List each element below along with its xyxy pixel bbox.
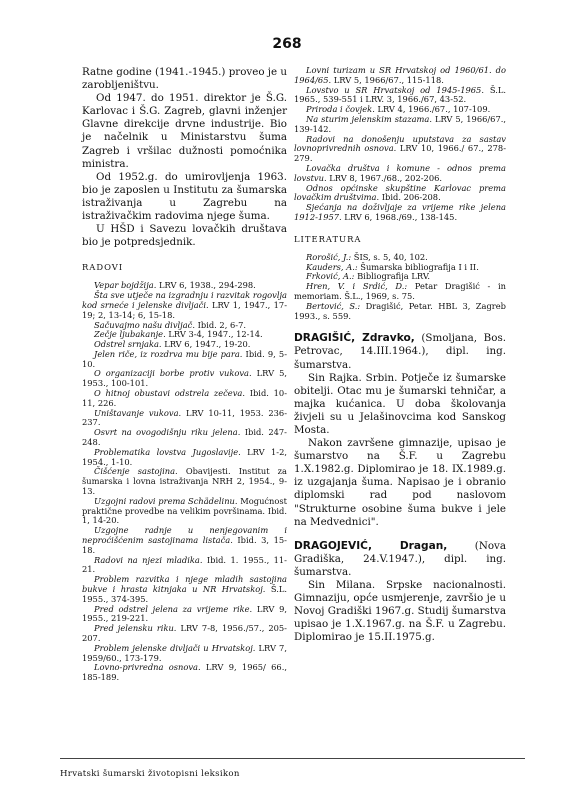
reference-title: O hitnoj obustavi odstrela zečeva.	[94, 388, 245, 399]
reference-details: Ibid. 1. 1955., 11-21.	[82, 554, 287, 575]
reference-details: Š.L. 1955., 374-395.	[82, 584, 287, 604]
reference-author: Frković, A.:	[306, 271, 355, 282]
entry-heading-details: (Smoljana, Bos. Petrovac, 14.III.1964.), dipl. ing. šumarstva.	[294, 332, 506, 371]
reference-title: Pred odstrel jelena za vrijeme rike.	[94, 603, 253, 614]
reference-item	[82, 605, 287, 625]
reference-details: LRV 7, 1959/60., 173-179.	[82, 642, 287, 663]
reference-details: LRV 9, 1965/ 66., 185-189.	[82, 662, 287, 683]
reference-title: Sačuvajmo našu divljač.	[94, 319, 195, 330]
reference-details: LRV 6, 1947., 19-20.	[161, 339, 251, 350]
reference-item	[82, 663, 287, 683]
reference-details: Mogućnost praktične provedbe na velikim površinama. Ibid. 1, 14-20.	[82, 495, 287, 526]
reference-title: Problem razvitka i njege mladih sastojina bukve i hrasta kitnjaka u NR Hrvatskoj.	[82, 574, 287, 595]
reference-details: Š.L. 1965., 539-551 i LRV. 3, 1966./67, 43-52.	[294, 84, 506, 105]
reference-title: Pred jelensku riku.	[94, 623, 177, 634]
bio-paragraph: Od 1947. do 1951. direktor je Š.G. Karlovac i Š.G. Zagreb, glavni inženjer Glavne direkcije drvne industrije. Bio je načelnik u Ministarstvu šuma Zagreb i vršilac dužnosti pomoćnika ministra.	[82, 92, 287, 170]
reference-title: Problem jelenske divljači u Hrvatskoj.	[94, 642, 256, 653]
entries	[294, 332, 506, 644]
reference-title: Odnos općinske skupštine Karlovac prema lovačkim društvima.	[294, 182, 506, 203]
entry-name: DRAGOJEVIĆ, Dragan,	[294, 539, 448, 552]
reference-title: O organizaciji borbe protiv vukova.	[94, 368, 252, 379]
reference-details: Bibliografija LRV.	[354, 271, 430, 282]
entry-heading	[294, 332, 506, 371]
reference-title: Lovni turizam u SR Hrvatskoj od 1960/61. do 1964/65.	[294, 65, 506, 85]
reference-details: LRV 3-4, 1947., 12-14.	[165, 329, 263, 340]
reference-details: LRV 6, 1968./69., 138-145.	[341, 211, 458, 222]
entry-paragraph: Sin Milana. Srpske nacionalnosti. Gimnaziju, opće usmjerenje, završio je u Novoj Gradiški 1967.g. Studij šumarstva upisao je 1.X.1967.g. na Š.F. u Zagrebu. Diplomirao je 15.II.1975.g.	[294, 579, 506, 644]
reference-details: Ibid. 2, 6-7.	[194, 319, 246, 330]
reference-title: Zečje ljubakanje.	[94, 329, 166, 340]
reference-item	[82, 448, 287, 468]
entry-paragraph: Nakon završene gimnazije, upisao je šumarstvo na Š.F. u Zagrebu 1.X.1982.g. Diplomirao je 18. IX.1989.g. iz uzgajanja šuma. Napisao je i obranio diplomski rad pod naslovom "Strukturne osobine šuma bukve i jele na Medvednici".	[294, 437, 506, 528]
footer-rule	[60, 758, 525, 759]
reference-details: LRV 1-2, 1954., 1-10.	[82, 446, 287, 467]
reference-details: Ibid. 10-11, 226.	[82, 388, 287, 408]
reference-author: Bertović, S.:	[306, 300, 361, 311]
reference-item	[82, 497, 287, 526]
reference-item	[82, 428, 287, 448]
reference-title: Lovno-privredna osnova.	[94, 662, 201, 673]
reference-details: ŠIS, s. 5, 40, 102.	[351, 251, 428, 262]
reference-title: Šta sve utječe na izgradnju i razvitak rogovlja kod srneće i jelenske divljači.	[82, 290, 287, 310]
reference-title: Lovstvo u SR Hrvatskoj od 1945-1965.	[306, 84, 484, 95]
reference-item	[82, 467, 287, 496]
reference-title: Čišćenje sastojina.	[94, 466, 178, 477]
reference-title: Radovi na donošenju uputstava za sastav lovnoprivrednih osnova.	[294, 133, 506, 154]
reference-title: Lovačka društva i komune - odnos prema lovstvu.	[294, 162, 506, 183]
footer-text: Hrvatski šumarski životopisni leksikon	[60, 769, 240, 779]
reference-details: LRV 4, 1966./67., 107-109.	[374, 104, 491, 115]
reference-details: Ibid. 206-208.	[379, 192, 441, 203]
reference-title: Jelen riče, iz rozdrva mu bije para.	[94, 348, 243, 359]
reference-details: LRV 5, 1966/67., 139-142.	[294, 113, 506, 134]
radovi-continued-list	[294, 66, 506, 223]
reference-item	[82, 369, 287, 389]
reference-details: Ibid. 3, 15-18.	[82, 535, 287, 555]
left-column	[82, 66, 287, 683]
reference-item	[294, 66, 506, 86]
biography-entry	[294, 540, 506, 645]
reference-title: Vepar bojdžija.	[94, 280, 157, 291]
radovi-list	[82, 281, 287, 683]
reference-details: LRV 10, 1966./ 67., 278-279.	[294, 143, 506, 164]
reference-details: Dragišić, Petar. HBL 3, Zagreb 1993., s. 559.	[294, 300, 506, 321]
reference-item	[82, 624, 287, 644]
reference-author: Kauders, A.:	[306, 261, 358, 272]
reference-item	[294, 115, 506, 135]
reference-item	[82, 291, 287, 320]
reference-details: LRV 1, 1947., 17-19; 2, 13-14; 6, 15-18.	[82, 299, 287, 320]
reference-item	[294, 164, 506, 184]
reference-title: Priroda i čovjek.	[306, 104, 375, 115]
reference-details: Šumarska bibliografija I i II.	[357, 261, 479, 272]
reference-details: Ibid. 247-248.	[82, 427, 287, 448]
biography-entry	[294, 332, 506, 528]
reference-details: Obavijesti. Institut za šumarska i lovna istraživanja NRH 2, 1954., 9-13.	[82, 466, 287, 497]
reference-item	[82, 389, 287, 409]
reference-item	[82, 350, 287, 370]
reference-title: Uzgojni radovi prema Schädelinu.	[94, 495, 238, 506]
reference-title: Odstrel srnjaka.	[94, 339, 162, 350]
entry-paragraph: Sin Rajka. Srbin. Potječe iz šumarske obitelji. Otac mu je šumarski tehničar, a majka kućanica. U doba školovanja živjeli su u Jelašinovcima kod Sanskog Mosta.	[294, 371, 506, 436]
literatura-heading: LITERATURA	[294, 233, 362, 244]
right-column	[294, 66, 506, 644]
reference-details: LRV 7-8, 1956./57., 205-207.	[82, 623, 287, 643]
reference-item	[82, 409, 287, 429]
reference-item	[294, 135, 506, 164]
reference-item	[82, 526, 287, 555]
reference-details: LRV 9, 1955., 219-221.	[82, 603, 287, 624]
reference-item	[82, 575, 287, 604]
page-number: 268	[272, 36, 302, 52]
radovi-heading: RADOVI	[82, 262, 124, 273]
reference-item	[294, 282, 506, 302]
bio-paragraph: U HŠD i Savezu lovačkih društava bio je potpredsjednik.	[82, 223, 287, 249]
reference-title: Radovi na njezi mladika.	[94, 554, 203, 565]
reference-item	[82, 556, 287, 576]
entry-heading	[294, 540, 506, 579]
reference-title: Uništavanje vukova.	[94, 407, 182, 418]
bio-paragraph: Ratne godine (1941.-1945.) proveo je u zarobljeništvu.	[82, 66, 287, 92]
reference-details: Ibid. 9, 5-10.	[82, 348, 287, 369]
bio-paragraph: Od 1952.g. do umirovljenja 1963. bio je zaposlen u Institutu za šumarska istraživanja u Zagrebu na istraživačkim radovima njege šuma.	[82, 170, 287, 223]
reference-item	[294, 86, 506, 106]
reference-item	[294, 184, 506, 204]
entry-heading-details: (Nova Gradiška, 24.V.1947.), dipl. ing. šumarstva.	[294, 539, 506, 578]
bio-text	[82, 66, 287, 249]
reference-title: Uzgojne radnje u nenjegovanim i neproćišćenim sastojinama listača.	[82, 525, 287, 546]
reference-author: Hren, V. i Srdić, D.:	[306, 281, 408, 292]
reference-author: Rorošić, J.:	[306, 251, 352, 262]
reference-item	[294, 302, 506, 322]
reference-details: LRV 10-11, 1953. 236-237.	[82, 407, 287, 428]
entry-name: DRAGIŠIĆ, Zdravko,	[294, 332, 415, 345]
reference-title: Problematika lovstva Jugoslavije.	[94, 446, 241, 457]
literatura-list	[294, 253, 506, 322]
reference-details: LRV 5, 1966/67., 115-118.	[331, 74, 444, 85]
reference-title: Sjećanja na doživljaje za vrijeme rike jelena 1912-1957.	[294, 202, 506, 222]
reference-item	[294, 203, 506, 223]
reference-title: Osvrt na ovogodišnju riku jelena.	[94, 427, 241, 438]
reference-details: LRV 5, 1953., 100-101.	[82, 368, 287, 389]
reference-details: Petar Dragišić - in memoriam. Š.L., 1969, s. 75.	[294, 281, 506, 301]
reference-title: Na sturim jelenskim stazama.	[306, 113, 433, 124]
reference-item	[82, 644, 287, 664]
reference-details: LRV 6, 1938., 294-298.	[156, 280, 256, 291]
reference-details: LRV 8, 1967./68., 202-206.	[326, 172, 443, 183]
